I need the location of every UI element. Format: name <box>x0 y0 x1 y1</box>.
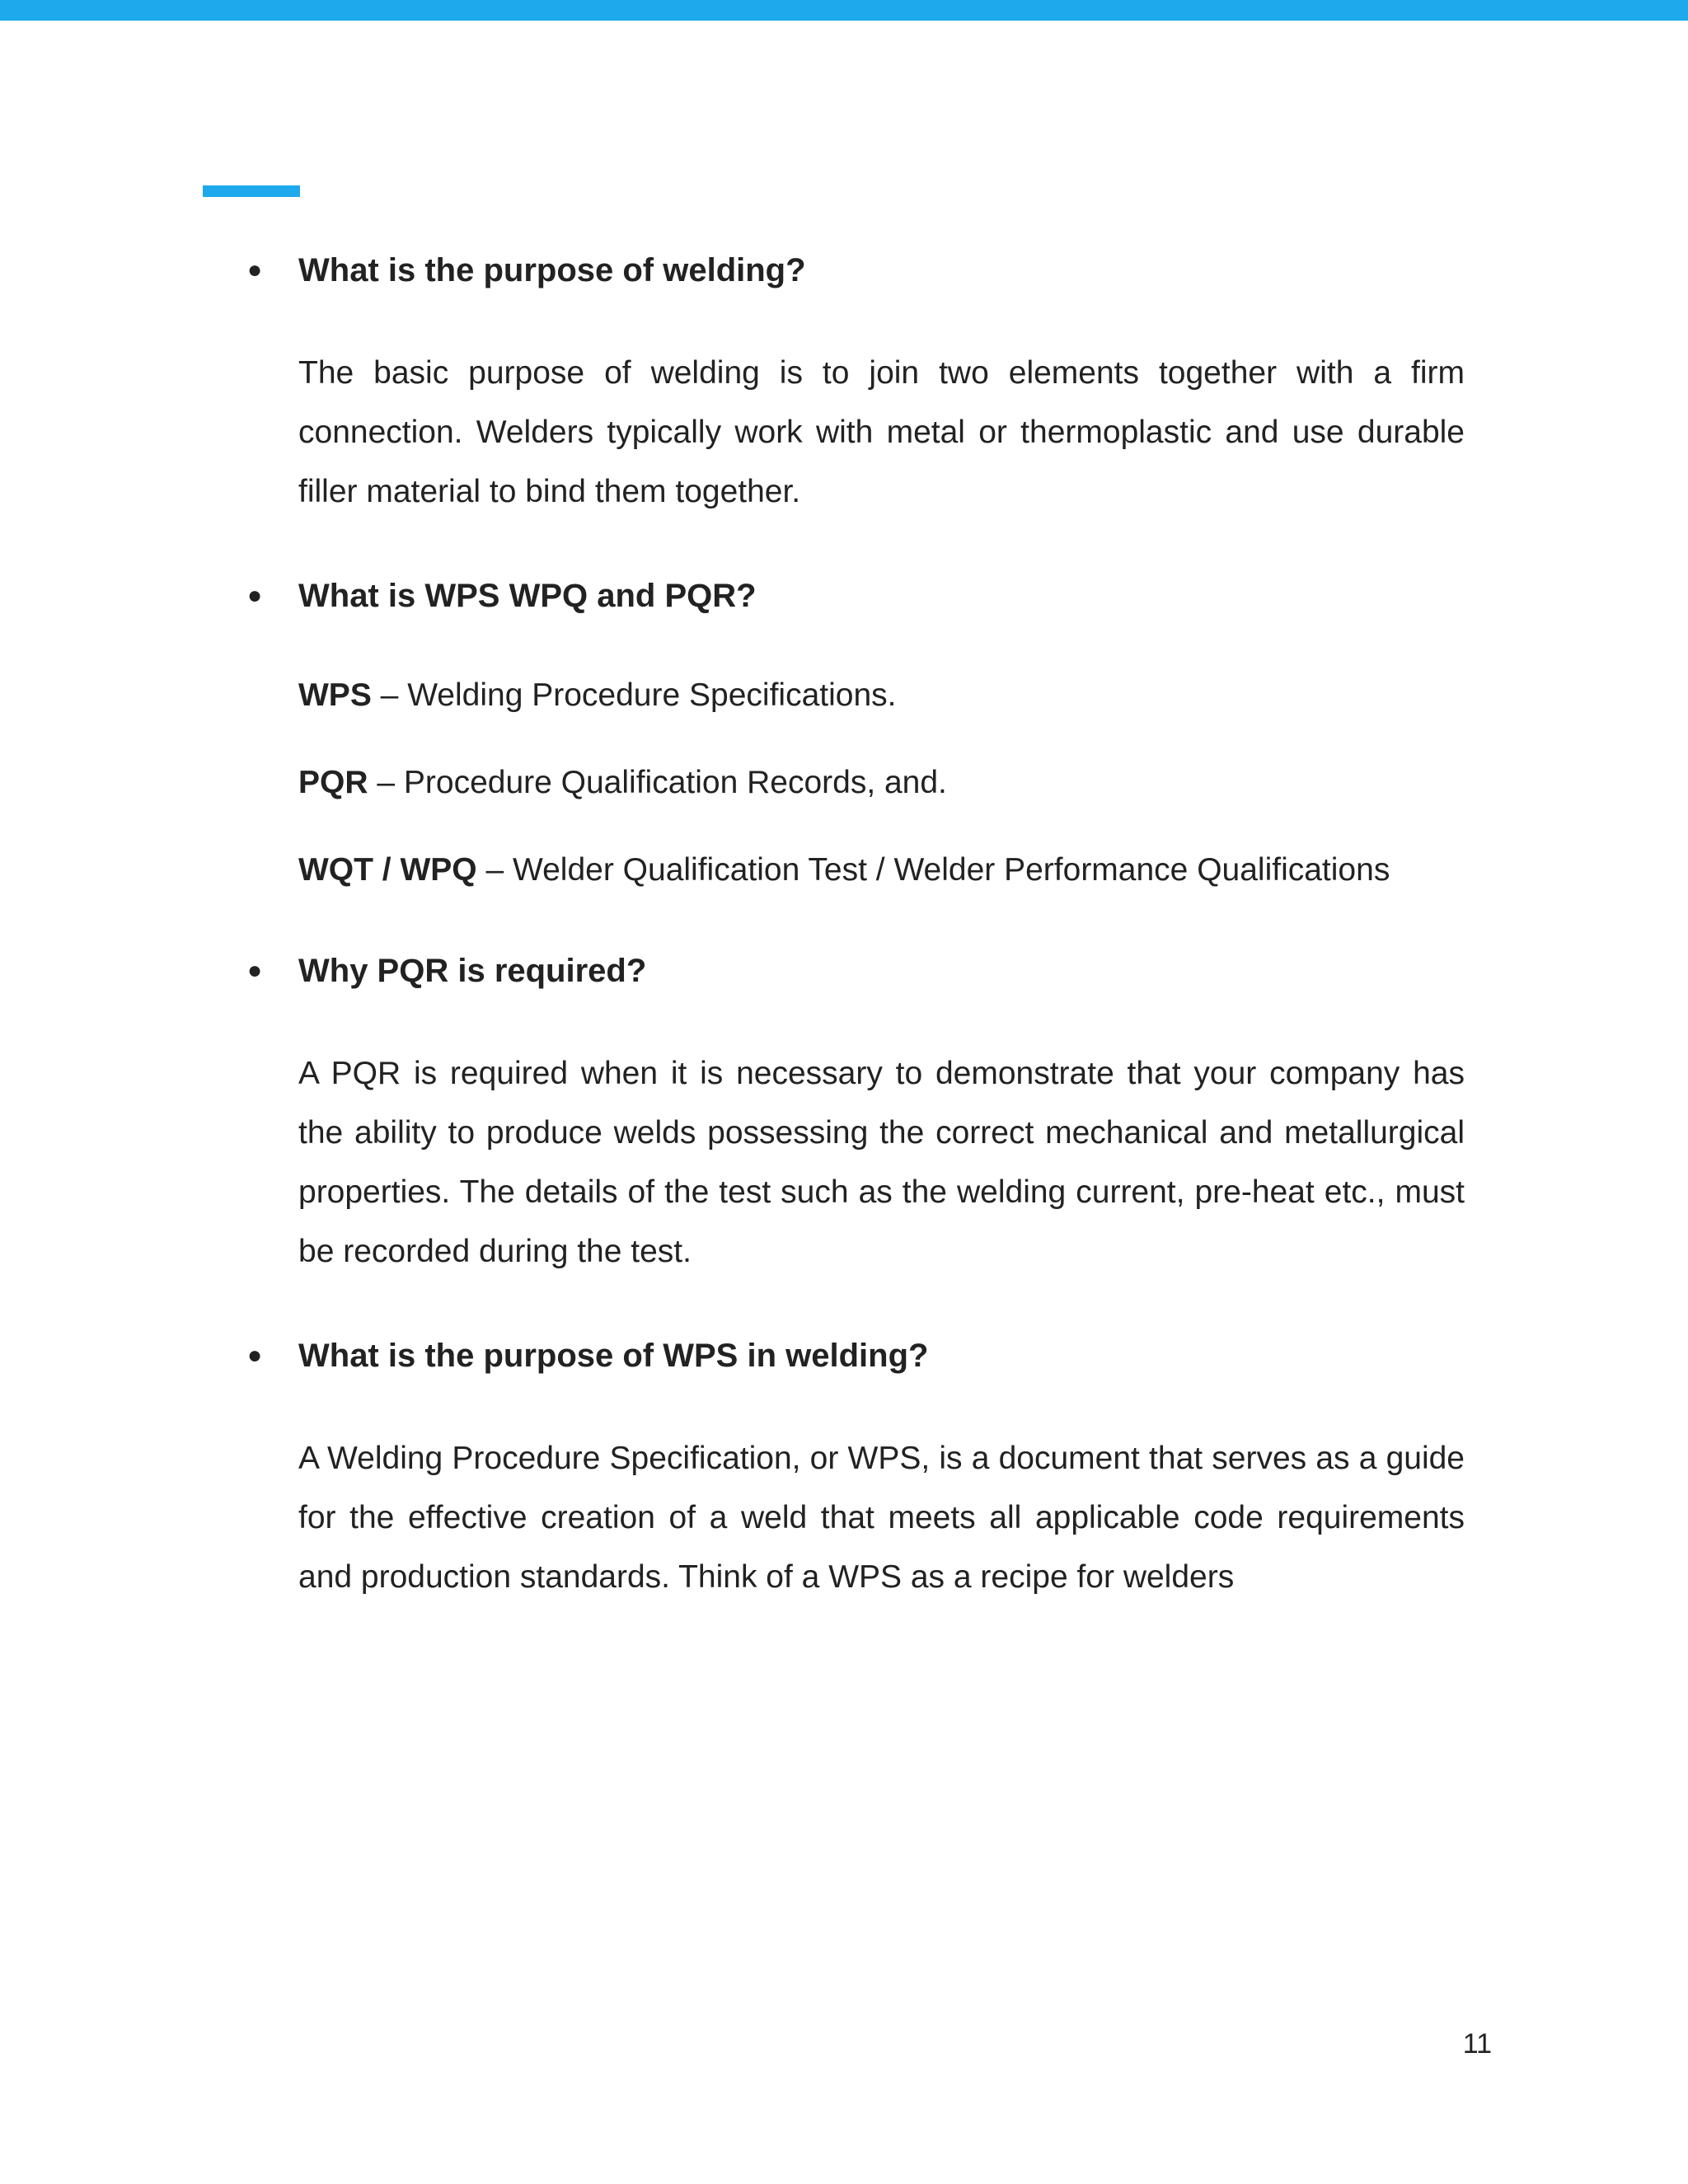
term-label: PQR <box>298 765 368 800</box>
term-definition: – Welder Qualification Test / Welder Performance Qualifications <box>476 852 1390 888</box>
term-wps <box>247 669 1465 722</box>
bullet-icon: ● <box>247 256 263 284</box>
term-wqt-wpq <box>247 844 1465 897</box>
bullet-icon: ● <box>247 957 263 984</box>
question-text: What is WPS WPQ and PQR? <box>298 578 757 614</box>
question-text: What is the purpose of WPS in welding? <box>298 1338 929 1374</box>
question-heading <box>247 244 1465 297</box>
answer-paragraph: A Welding Procedure Specification, or WPS, is a document that serves as a guide for the effective creation of a weld that meets all applicable code requirements and production standards. Think of a WPS as a recipe for welders <box>298 1441 1465 1595</box>
qa-wps-wpq-pqr <box>247 569 1465 897</box>
answer-paragraph: A PQR is required when it is necessary to demonstrate that your company has the ability to produce welds possessing the correct mechanical and metallurgical properties. The details of the test such as the welding current, pre-heat etc., must be recorded during the test. <box>298 1056 1465 1269</box>
question-heading <box>247 1329 1465 1382</box>
term-pqr <box>247 757 1465 809</box>
bullet-icon: ● <box>247 582 263 609</box>
term-definition: – Procedure Qualification Records, and. <box>368 765 947 800</box>
qa-purpose-of-welding <box>247 244 1465 522</box>
top-accent-bar <box>0 0 1688 21</box>
term-label: WPS <box>298 677 372 713</box>
section-accent-dash <box>203 185 300 197</box>
page-content <box>247 244 1465 1607</box>
term-list <box>247 669 1465 897</box>
question-heading <box>247 569 1465 622</box>
bullet-icon: ● <box>247 1342 263 1369</box>
qa-purpose-of-wps <box>247 1329 1465 1607</box>
qa-why-pqr-required <box>247 944 1465 1282</box>
term-definition: – Welding Procedure Specifications. <box>371 677 897 713</box>
question-text: Why PQR is required? <box>298 953 647 989</box>
page-number: 11 <box>1462 2028 1492 2060</box>
answer-paragraph: The basic purpose of welding is to join two elements together with a firm connection. Welders typically work with metal or thermoplastic and use durable filler material to bind them together. <box>298 355 1465 509</box>
question-text: What is the purpose of welding? <box>298 252 806 288</box>
term-label: WQT / WPQ <box>298 852 477 888</box>
question-heading <box>247 944 1465 997</box>
